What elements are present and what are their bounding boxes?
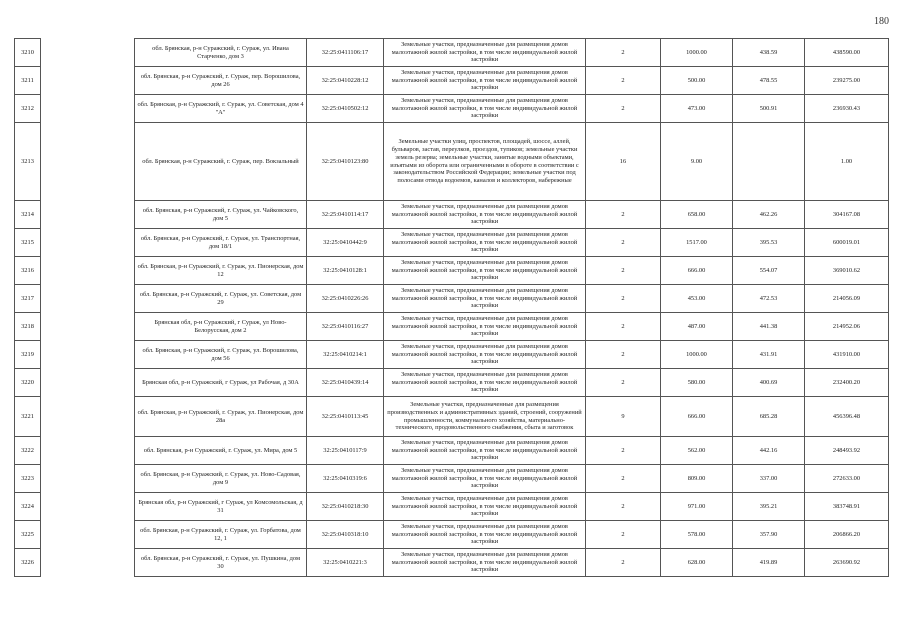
area-value: 666.00	[661, 257, 733, 285]
cadastral-number: 32:25:0410114:17	[307, 201, 384, 229]
address-cell: обл. Брянская, р-н Суражский, г. Сураж, ул. Чайковского, дом 5	[135, 201, 307, 229]
category-code: 2	[586, 285, 661, 313]
specific-value: 554.07	[733, 257, 805, 285]
table-row	[15, 493, 889, 521]
land-use-description: Земельные участки, предназначенные для размещения домов малоэтажной жилой застройки, в том числе индивидуальной жилой застройки	[384, 285, 586, 313]
record-number: 3226	[15, 549, 41, 577]
gap-cell	[41, 123, 135, 201]
cadastral-number: 32:25:0410218:30	[307, 493, 384, 521]
cadastral-value: 239275.00	[805, 67, 889, 95]
record-number: 3219	[15, 341, 41, 369]
cadastral-number: 32:25:0410214:1	[307, 341, 384, 369]
land-use-description: Земельные участки, предназначенные для размещения домов малоэтажной жилой застройки, в том числе индивидуальной жилой застройки	[384, 257, 586, 285]
land-use-description: Земельные участки, предназначенные для размещения домов малоэтажной жилой застройки, в том числе индивидуальной жилой застройки	[384, 521, 586, 549]
cadastral-value: 232400.20	[805, 369, 889, 397]
area-value: 487.00	[661, 313, 733, 341]
category-code: 2	[586, 549, 661, 577]
address-cell: обл. Брянская, р-н Суражский, г. Сураж, ул. Ново-Садовая, дом 9	[135, 465, 307, 493]
table-row	[15, 229, 889, 257]
area-value: 500.00	[661, 67, 733, 95]
table-row	[15, 257, 889, 285]
land-use-description: Земельные участки, предназначенные для размещения домов малоэтажной жилой застройки, в том числе индивидуальной жилой застройки	[384, 369, 586, 397]
land-use-description: Земельные участки, предназначенные для размещения домов малоэтажной жилой застройки, в том числе индивидуальной жилой застройки	[384, 39, 586, 67]
record-number: 3218	[15, 313, 41, 341]
category-code: 2	[586, 437, 661, 465]
table-row	[15, 123, 889, 201]
cadastral-number: 32:25:0411106:17	[307, 39, 384, 67]
table-row	[15, 521, 889, 549]
specific-value: 500.91	[733, 95, 805, 123]
table-row	[15, 397, 889, 437]
gap-cell	[41, 67, 135, 95]
gap-cell	[41, 95, 135, 123]
cadastral-value: 272633.00	[805, 465, 889, 493]
table-body	[15, 39, 889, 577]
land-use-description: Земельные участки, предназначенные для размещения домов малоэтажной жилой застройки, в том числе индивидуальной жилой застройки	[384, 95, 586, 123]
specific-value: 431.91	[733, 341, 805, 369]
record-number: 3211	[15, 67, 41, 95]
record-number: 3215	[15, 229, 41, 257]
address-cell: обл. Брянская, р-н Суражский, г. Сураж, ул. Советская, дом 29	[135, 285, 307, 313]
address-cell: обл. Брянская, р-н Суражский, г. Сураж, ул. Пушкина, дом 30	[135, 549, 307, 577]
record-number: 3221	[15, 397, 41, 437]
cadastral-value: 214056.09	[805, 285, 889, 313]
record-number: 3216	[15, 257, 41, 285]
cadastral-number: 32:25:0410319:6	[307, 465, 384, 493]
area-value: 473.00	[661, 95, 733, 123]
specific-value: 337.00	[733, 465, 805, 493]
area-value: 562.00	[661, 437, 733, 465]
gap-cell	[41, 257, 135, 285]
land-use-description: Земельные участки, предназначенные для размещения домов малоэтажной жилой застройки, в том числе индивидуальной жилой застройки	[384, 465, 586, 493]
cadastral-number: 32:25:0410439:14	[307, 369, 384, 397]
area-value: 971.00	[661, 493, 733, 521]
address-cell: обл. Брянская, р-н Суражский, г. Сураж, ул. Транспортная, дом 18/1	[135, 229, 307, 257]
category-code: 16	[586, 123, 661, 201]
table-row	[15, 437, 889, 465]
table-row	[15, 549, 889, 577]
record-number: 3214	[15, 201, 41, 229]
gap-cell	[41, 397, 135, 437]
area-value: 578.00	[661, 521, 733, 549]
cadastral-number: 32:25:0410221:3	[307, 549, 384, 577]
table-row	[15, 341, 889, 369]
category-code: 2	[586, 521, 661, 549]
category-code: 2	[586, 229, 661, 257]
specific-value: 395.21	[733, 493, 805, 521]
address-cell: обл. Брянская, р-н Суражский, г. Сураж, ул. Пионерская, дом 28а	[135, 397, 307, 437]
gap-cell	[41, 313, 135, 341]
cadastral-number: 32:25:0410116:27	[307, 313, 384, 341]
category-code: 9	[586, 397, 661, 437]
page-number: 180	[874, 16, 889, 27]
land-use-description: Земельные участки, предназначенные для размещения домов малоэтажной жилой застройки, в том числе индивидуальной жилой застройки	[384, 229, 586, 257]
table-row	[15, 95, 889, 123]
land-use-description: Земельные участки, предназначенные для размещения домов малоэтажной жилой застройки, в том числе индивидуальной жилой застройки	[384, 341, 586, 369]
specific-value: 478.55	[733, 67, 805, 95]
record-number: 3225	[15, 521, 41, 549]
category-code: 2	[586, 201, 661, 229]
category-code: 2	[586, 39, 661, 67]
category-code: 2	[586, 493, 661, 521]
cadastral-value: 600019.01	[805, 229, 889, 257]
category-code: 2	[586, 369, 661, 397]
cadastral-value: 206866.20	[805, 521, 889, 549]
category-code: 2	[586, 67, 661, 95]
table-row	[15, 39, 889, 67]
cadastral-number: 32:25:0410228:12	[307, 67, 384, 95]
land-use-description: Земельные участки, предназначенные для размещения производственных и административных зданий, строений, сооружений промышленности, коммунального хозяйства, материально-технического, продовольственного снабжения, сбыта и заготовок	[384, 397, 586, 437]
address-cell: обл. Брянская, р-н Суражский, г. Сураж, ул. Ворошилова, дом 56	[135, 341, 307, 369]
gap-cell	[41, 39, 135, 67]
table-row	[15, 67, 889, 95]
land-use-description: Земельные участки, предназначенные для размещения домов малоэтажной жилой застройки, в том числе индивидуальной жилой застройки	[384, 493, 586, 521]
address-cell: обл. Брянская, р-н Суражский, г. Сураж, пер. Ворошилова, дом 26	[135, 67, 307, 95]
cadastral-number: 32:25:0410226:26	[307, 285, 384, 313]
address-cell: обл. Брянская, р-н Суражский, г. Сураж, пер. Вокзальный	[135, 123, 307, 201]
land-use-description: Земельные участки, предназначенные для размещения домов малоэтажной жилой застройки, в том числе индивидуальной жилой застройки	[384, 549, 586, 577]
record-number: 3222	[15, 437, 41, 465]
specific-value: 395.53	[733, 229, 805, 257]
address-cell: обл. Брянская, р-н Суражский, г. Сураж, ул. Пионерская, дом 12	[135, 257, 307, 285]
land-use-description: Земельные участки, предназначенные для размещения домов малоэтажной жилой застройки, в том числе индивидуальной жилой застройки	[384, 313, 586, 341]
land-use-description: Земельные участки, предназначенные для размещения домов малоэтажной жилой застройки, в том числе индивидуальной жилой застройки	[384, 201, 586, 229]
gap-cell	[41, 493, 135, 521]
cadastral-value: 263690.92	[805, 549, 889, 577]
record-number: 3213	[15, 123, 41, 201]
record-number: 3224	[15, 493, 41, 521]
cadastral-value: 214952.06	[805, 313, 889, 341]
cadastral-value: 431910.00	[805, 341, 889, 369]
cadastral-number: 32:25:0410318:10	[307, 521, 384, 549]
land-plots-table	[14, 38, 889, 577]
table-row	[15, 201, 889, 229]
specific-value: 438.59	[733, 39, 805, 67]
address-cell: Брянская обл, р-н Суражский, г Сураж, ул Рабочая, д 30А	[135, 369, 307, 397]
area-value: 1000.00	[661, 39, 733, 67]
area-value: 9.00	[661, 123, 733, 201]
cadastral-number: 32:25:0410442:9	[307, 229, 384, 257]
record-number: 3212	[15, 95, 41, 123]
land-use-description: Земельные участки улиц, проспектов, площадей, шоссе, аллей, бульваров, застав, переулков, проездов, тупиков; земельные участки земель резерва; земельные участки, занятые водными объектами, изъятыми из оборота или ограниченными в обороте в соответствии с законодательством Российской Федерации; земельные участки под полосами отвода водоемов, каналов и коллекторов, набережные	[384, 123, 586, 201]
cadastral-number: 32:25:0410113:45	[307, 397, 384, 437]
area-value: 628.00	[661, 549, 733, 577]
record-number: 3217	[15, 285, 41, 313]
table-row	[15, 313, 889, 341]
category-code: 2	[586, 465, 661, 493]
specific-value: 472.53	[733, 285, 805, 313]
cadastral-number: 32:25:0410502:12	[307, 95, 384, 123]
table-row	[15, 369, 889, 397]
specific-value	[733, 123, 805, 201]
area-value: 809.00	[661, 465, 733, 493]
area-value: 1517.00	[661, 229, 733, 257]
area-value: 666.00	[661, 397, 733, 437]
area-value: 580.00	[661, 369, 733, 397]
cadastral-value: 1.00	[805, 123, 889, 201]
land-use-description: Земельные участки, предназначенные для размещения домов малоэтажной жилой застройки, в том числе индивидуальной жилой застройки	[384, 67, 586, 95]
specific-value: 685.28	[733, 397, 805, 437]
cadastral-value: 248493.92	[805, 437, 889, 465]
gap-cell	[41, 369, 135, 397]
gap-cell	[41, 549, 135, 577]
category-code: 2	[586, 313, 661, 341]
gap-cell	[41, 285, 135, 313]
address-cell: обл. Брянская, р-н Суражский, г. Сураж, ул. Ивана Старченко, дом 3	[135, 39, 307, 67]
record-number: 3223	[15, 465, 41, 493]
address-cell: обл. Брянская, р-н Суражский, г. Сураж, ул. Мира, дом 5	[135, 437, 307, 465]
gap-cell	[41, 465, 135, 493]
land-use-description: Земельные участки, предназначенные для размещения домов малоэтажной жилой застройки, в том числе индивидуальной жилой застройки	[384, 437, 586, 465]
record-number: 3210	[15, 39, 41, 67]
category-code: 2	[586, 341, 661, 369]
gap-cell	[41, 521, 135, 549]
specific-value: 441.38	[733, 313, 805, 341]
gap-cell	[41, 229, 135, 257]
gap-cell	[41, 437, 135, 465]
cadastral-value: 456396.48	[805, 397, 889, 437]
address-cell: обл. Брянская, р-н Суражский, г. Сураж, ул. Горбатова, дом 12, 1	[135, 521, 307, 549]
table-row	[15, 465, 889, 493]
category-code: 2	[586, 95, 661, 123]
area-value: 453.00	[661, 285, 733, 313]
gap-cell	[41, 341, 135, 369]
gap-cell	[41, 201, 135, 229]
address-cell: Брянская обл, р-н Суражский, г Сураж, ул Ново-Белорусская, дом 2	[135, 313, 307, 341]
area-value: 658.00	[661, 201, 733, 229]
specific-value: 462.26	[733, 201, 805, 229]
address-cell: Брянская обл, р-н Суражский, г Сураж, ул Комсомольская, д 31	[135, 493, 307, 521]
area-value: 1000.00	[661, 341, 733, 369]
category-code: 2	[586, 257, 661, 285]
cadastral-value: 304167.08	[805, 201, 889, 229]
specific-value: 400.69	[733, 369, 805, 397]
table-row	[15, 285, 889, 313]
specific-value: 442.16	[733, 437, 805, 465]
specific-value: 357.90	[733, 521, 805, 549]
cadastral-value: 369010.62	[805, 257, 889, 285]
cadastral-value: 383748.91	[805, 493, 889, 521]
cadastral-number: 32:25:0410128:1	[307, 257, 384, 285]
cadastral-value: 438590.00	[805, 39, 889, 67]
address-cell: обл. Брянская, р-н Суражский, г. Сураж, ул. Советская, дом 4 "А"	[135, 95, 307, 123]
cadastral-value: 236930.43	[805, 95, 889, 123]
cadastral-number: 32:25:0410117:9	[307, 437, 384, 465]
specific-value: 419.89	[733, 549, 805, 577]
record-number: 3220	[15, 369, 41, 397]
cadastral-number: 32:25:0410123:80	[307, 123, 384, 201]
